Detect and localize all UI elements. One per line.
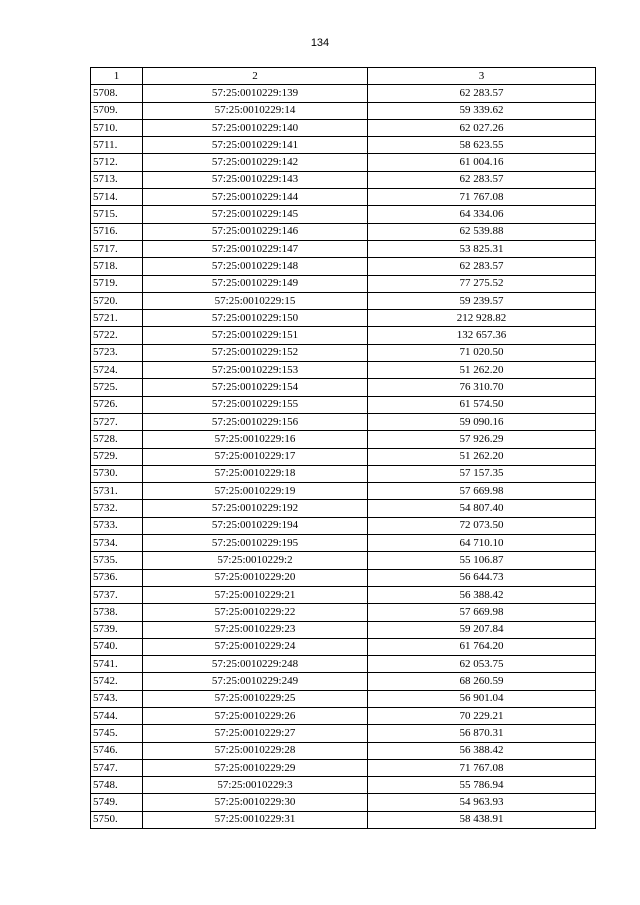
cadastral-value: 61 574.50 xyxy=(368,396,596,413)
cadastral-value: 64 334.06 xyxy=(368,206,596,223)
row-number: 5739. xyxy=(91,621,143,638)
cadastral-number: 57:25:0010229:19 xyxy=(143,483,368,500)
row-number: 5718. xyxy=(91,258,143,275)
cadastral-number: 57:25:0010229:31 xyxy=(143,811,368,828)
row-number: 5725. xyxy=(91,379,143,396)
cadastral-number: 57:25:0010229:150 xyxy=(143,310,368,327)
cadastral-value: 54 807.40 xyxy=(368,500,596,517)
cadastral-number: 57:25:0010229:26 xyxy=(143,707,368,724)
table-row xyxy=(91,379,596,396)
cadastral-value: 70 229.21 xyxy=(368,707,596,724)
cadastral-value: 56 870.31 xyxy=(368,725,596,742)
row-number: 5715. xyxy=(91,206,143,223)
table-row xyxy=(91,483,596,500)
cadastral-number: 57:25:0010229:22 xyxy=(143,604,368,621)
cadastral-number: 57:25:0010229:17 xyxy=(143,448,368,465)
row-number: 5708. xyxy=(91,85,143,102)
table-row xyxy=(91,552,596,569)
row-number: 5733. xyxy=(91,517,143,534)
cadastral-number: 57:25:0010229:195 xyxy=(143,535,368,552)
cadastral-value: 71 767.08 xyxy=(368,189,596,206)
cadastral-number: 57:25:0010229:148 xyxy=(143,258,368,275)
row-number: 5741. xyxy=(91,656,143,673)
cadastral-number: 57:25:0010229:16 xyxy=(143,431,368,448)
row-number: 5747. xyxy=(91,759,143,776)
cadastral-value: 212 928.82 xyxy=(368,310,596,327)
table-row xyxy=(91,206,596,223)
table-row xyxy=(91,85,596,102)
cadastral-number: 57:25:0010229:140 xyxy=(143,119,368,136)
cadastral-value: 57 669.98 xyxy=(368,483,596,500)
cadastral-number: 57:25:0010229:24 xyxy=(143,638,368,655)
cadastral-number: 57:25:0010229:154 xyxy=(143,379,368,396)
table-row xyxy=(91,310,596,327)
row-number: 5728. xyxy=(91,431,143,448)
row-number: 5735. xyxy=(91,552,143,569)
cadastral-number: 57:25:0010229:142 xyxy=(143,154,368,171)
cadastral-number: 57:25:0010229:30 xyxy=(143,794,368,811)
cadastral-number: 57:25:0010229:21 xyxy=(143,586,368,603)
cadastral-number: 57:25:0010229:249 xyxy=(143,673,368,690)
table-row xyxy=(91,777,596,794)
row-number: 5748. xyxy=(91,777,143,794)
table-row xyxy=(91,344,596,361)
table-row xyxy=(91,431,596,448)
cadastral-value: 62 283.57 xyxy=(368,258,596,275)
row-number: 5710. xyxy=(91,119,143,136)
table-row xyxy=(91,275,596,292)
table-row xyxy=(91,517,596,534)
cadastral-number: 57:25:0010229:141 xyxy=(143,137,368,154)
column-header-value: 3 xyxy=(368,68,596,85)
cadastral-number: 57:25:0010229:28 xyxy=(143,742,368,759)
table-row xyxy=(91,690,596,707)
table-row xyxy=(91,725,596,742)
table-row xyxy=(91,604,596,621)
row-number: 5740. xyxy=(91,638,143,655)
cadastral-number: 57:25:0010229:20 xyxy=(143,569,368,586)
cadastral-value: 71 767.08 xyxy=(368,759,596,776)
table-row xyxy=(91,413,596,430)
row-number: 5726. xyxy=(91,396,143,413)
cadastral-value: 76 310.70 xyxy=(368,379,596,396)
cadastral-value: 61 004.16 xyxy=(368,154,596,171)
cadastral-value: 56 388.42 xyxy=(368,586,596,603)
cadastral-value: 57 926.29 xyxy=(368,431,596,448)
cadastral-value: 77 275.52 xyxy=(368,275,596,292)
table-row xyxy=(91,102,596,119)
row-number: 5709. xyxy=(91,102,143,119)
row-number: 5714. xyxy=(91,189,143,206)
cadastral-value: 62 283.57 xyxy=(368,171,596,188)
table-row xyxy=(91,759,596,776)
table-row xyxy=(91,535,596,552)
cadastral-number: 57:25:0010229:192 xyxy=(143,500,368,517)
row-number: 5730. xyxy=(91,465,143,482)
table-row xyxy=(91,742,596,759)
row-number: 5716. xyxy=(91,223,143,240)
row-number: 5722. xyxy=(91,327,143,344)
row-number: 5731. xyxy=(91,483,143,500)
cadastral-value: 59 239.57 xyxy=(368,292,596,309)
row-number: 5749. xyxy=(91,794,143,811)
row-number: 5727. xyxy=(91,413,143,430)
cadastral-number: 57:25:0010229:29 xyxy=(143,759,368,776)
cadastral-value: 56 644.73 xyxy=(368,569,596,586)
cadastral-value: 62 053.75 xyxy=(368,656,596,673)
cadastral-number: 57:25:0010229:149 xyxy=(143,275,368,292)
table-row xyxy=(91,656,596,673)
table-row xyxy=(91,811,596,828)
table-row xyxy=(91,707,596,724)
cadastral-value: 62 283.57 xyxy=(368,85,596,102)
cadastral-value: 58 623.55 xyxy=(368,137,596,154)
cadastral-number: 57:25:0010229:143 xyxy=(143,171,368,188)
cadastral-number: 57:25:0010229:153 xyxy=(143,362,368,379)
cadastral-value: 132 657.36 xyxy=(368,327,596,344)
table-row xyxy=(91,465,596,482)
cadastral-number: 57:25:0010229:145 xyxy=(143,206,368,223)
cadastral-number: 57:25:0010229:248 xyxy=(143,656,368,673)
row-number: 5729. xyxy=(91,448,143,465)
row-number: 5742. xyxy=(91,673,143,690)
cadastral-value: 68 260.59 xyxy=(368,673,596,690)
cadastral-value: 62 539.88 xyxy=(368,223,596,240)
cadastral-number: 57:25:0010229:18 xyxy=(143,465,368,482)
cadastral-number: 57:25:0010229:15 xyxy=(143,292,368,309)
cadastral-value: 57 157.35 xyxy=(368,465,596,482)
table-row xyxy=(91,794,596,811)
cadastral-value: 59 207.84 xyxy=(368,621,596,638)
row-number: 5717. xyxy=(91,240,143,257)
table-row xyxy=(91,396,596,413)
row-number: 5711. xyxy=(91,137,143,154)
row-number: 5745. xyxy=(91,725,143,742)
cadastral-value: 64 710.10 xyxy=(368,535,596,552)
table-header-row xyxy=(91,68,596,85)
cadastral-number: 57:25:0010229:14 xyxy=(143,102,368,119)
cadastral-number: 57:25:0010229:23 xyxy=(143,621,368,638)
cadastral-value: 56 901.04 xyxy=(368,690,596,707)
table-row xyxy=(91,292,596,309)
row-number: 5744. xyxy=(91,707,143,724)
cadastral-value: 56 388.42 xyxy=(368,742,596,759)
row-number: 5734. xyxy=(91,535,143,552)
row-number: 5721. xyxy=(91,310,143,327)
table-body xyxy=(91,85,596,829)
table-row xyxy=(91,223,596,240)
cadastral-value: 51 262.20 xyxy=(368,362,596,379)
row-number: 5724. xyxy=(91,362,143,379)
row-number: 5713. xyxy=(91,171,143,188)
row-number: 5743. xyxy=(91,690,143,707)
row-number: 5720. xyxy=(91,292,143,309)
cadastral-value: 72 073.50 xyxy=(368,517,596,534)
table-row xyxy=(91,621,596,638)
table-row xyxy=(91,119,596,136)
cadastral-number: 57:25:0010229:2 xyxy=(143,552,368,569)
cadastral-number: 57:25:0010229:151 xyxy=(143,327,368,344)
cadastral-number: 57:25:0010229:25 xyxy=(143,690,368,707)
cadastral-number: 57:25:0010229:3 xyxy=(143,777,368,794)
table-row xyxy=(91,362,596,379)
cadastral-value: 58 438.91 xyxy=(368,811,596,828)
cadastral-value: 53 825.31 xyxy=(368,240,596,257)
cadastral-number: 57:25:0010229:139 xyxy=(143,85,368,102)
table-row xyxy=(91,258,596,275)
row-number: 5723. xyxy=(91,344,143,361)
page-number: 134 xyxy=(310,37,330,49)
cadastral-value: 55 106.87 xyxy=(368,552,596,569)
table-row xyxy=(91,500,596,517)
cadastral-number: 57:25:0010229:147 xyxy=(143,240,368,257)
row-number: 5738. xyxy=(91,604,143,621)
cadastral-number: 57:25:0010229:146 xyxy=(143,223,368,240)
row-number: 5712. xyxy=(91,154,143,171)
table-row xyxy=(91,327,596,344)
cadastral-value: 71 020.50 xyxy=(368,344,596,361)
row-number: 5750. xyxy=(91,811,143,828)
cadastral-value: 59 090.16 xyxy=(368,413,596,430)
table-row xyxy=(91,154,596,171)
row-number: 5736. xyxy=(91,569,143,586)
table-row xyxy=(91,673,596,690)
cadastral-value: 54 963.93 xyxy=(368,794,596,811)
column-header-cadastral-number: 2 xyxy=(143,68,368,85)
row-number: 5737. xyxy=(91,586,143,603)
cadastral-value: 62 027.26 xyxy=(368,119,596,136)
cadastral-number: 57:25:0010229:155 xyxy=(143,396,368,413)
cadastral-value: 61 764.20 xyxy=(368,638,596,655)
cadastral-value-table xyxy=(90,67,596,829)
table-row xyxy=(91,240,596,257)
cadastral-number: 57:25:0010229:152 xyxy=(143,344,368,361)
cadastral-value: 51 262.20 xyxy=(368,448,596,465)
cadastral-number: 57:25:0010229:144 xyxy=(143,189,368,206)
table-row xyxy=(91,638,596,655)
cadastral-value: 57 669.98 xyxy=(368,604,596,621)
table-row xyxy=(91,569,596,586)
row-number: 5746. xyxy=(91,742,143,759)
cadastral-number: 57:25:0010229:27 xyxy=(143,725,368,742)
table-row xyxy=(91,171,596,188)
row-number: 5719. xyxy=(91,275,143,292)
cadastral-number: 57:25:0010229:156 xyxy=(143,413,368,430)
cadastral-value: 55 786.94 xyxy=(368,777,596,794)
table-row xyxy=(91,189,596,206)
row-number: 5732. xyxy=(91,500,143,517)
table-row xyxy=(91,448,596,465)
table-row xyxy=(91,137,596,154)
cadastral-value: 59 339.62 xyxy=(368,102,596,119)
cadastral-number: 57:25:0010229:194 xyxy=(143,517,368,534)
column-header-number: 1 xyxy=(91,68,143,85)
table-row xyxy=(91,586,596,603)
